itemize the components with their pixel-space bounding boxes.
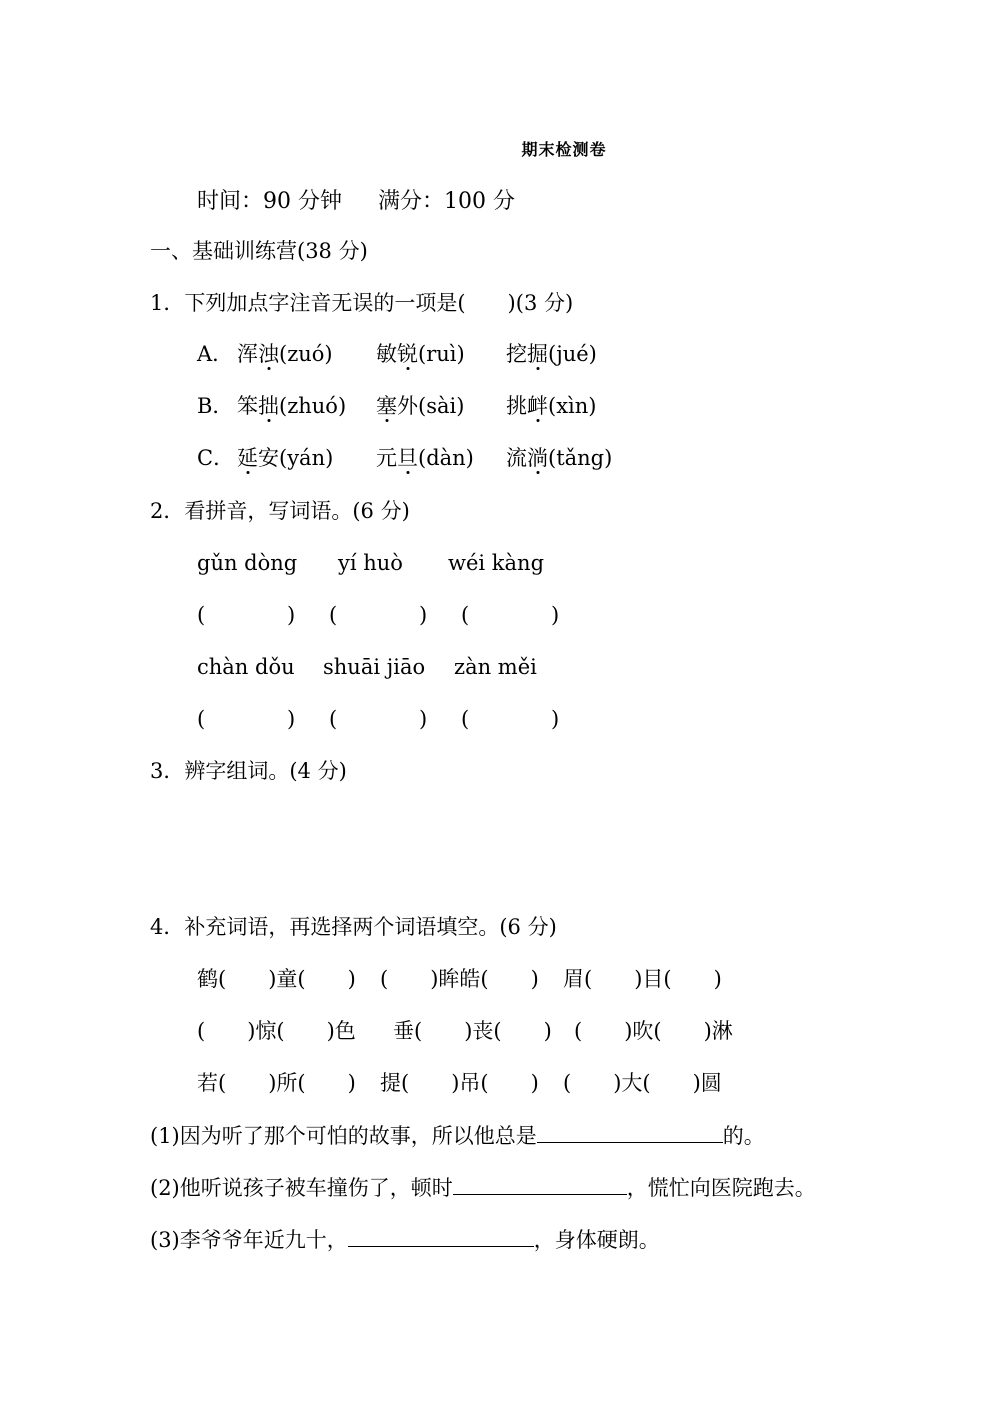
pinyin-item: gǔn dòng xyxy=(197,551,298,575)
answer-paren-close: ) xyxy=(287,603,296,627)
option-a-item-3: 挖掘(jué) xyxy=(506,342,597,366)
idiom-item: 眉( )目( ) xyxy=(563,967,722,991)
answer-paren-open: ( xyxy=(329,603,338,627)
answer-blank[interactable] xyxy=(453,1172,627,1195)
answer-paren-close: ) xyxy=(551,707,560,731)
section-heading: 一、基础训练营(38 分) xyxy=(150,239,368,263)
idiom-item: ( )惊( )色 xyxy=(197,1019,356,1043)
idiom-item: 鹤( )童( ) xyxy=(197,967,356,991)
idiom-item: ( )大( )圆 xyxy=(563,1071,722,1095)
option-b-item-2: 塞外(sài) xyxy=(376,394,465,418)
answer-paren-open: ( xyxy=(197,707,206,731)
option-a-item-1: 浑浊(zuó) xyxy=(237,342,333,366)
option-b-label: B． xyxy=(197,394,234,418)
option-b-item-1: 笨拙(zhuó) xyxy=(237,394,347,418)
exam-full-score: 满分：100 分 xyxy=(378,189,515,214)
answer-paren-close: ) xyxy=(287,707,296,731)
fill-sentence-1: (1)因为听了那个可怕的故事，所以他总是 的。 xyxy=(150,1120,765,1151)
option-a-item-2: 敏锐(ruì) xyxy=(376,342,465,366)
pinyin-item: zàn měi xyxy=(454,655,537,679)
page-title: 期末检测卷 xyxy=(521,140,607,159)
option-c-item-3: 流淌(tǎng) xyxy=(506,446,613,470)
question-3-stem: 3．辨字组词。(4 分) xyxy=(150,759,347,783)
answer-blank[interactable] xyxy=(348,1224,534,1247)
idiom-item: ( )吹( )淋 xyxy=(574,1019,733,1043)
idiom-item: ( )眸皓( ) xyxy=(380,967,539,991)
option-c-item-2: 元旦(dàn) xyxy=(376,446,474,470)
pinyin-item: yí huò xyxy=(338,551,403,575)
answer-paren-close: ) xyxy=(551,603,560,627)
answer-blank[interactable] xyxy=(537,1120,723,1143)
question-4-stem: 4．补充词语，再选择两个词语填空。(6 分) xyxy=(150,915,557,939)
idiom-item: 提( )吊( ) xyxy=(380,1071,539,1095)
exam-meta xyxy=(197,184,515,215)
fill-sentence-2: (2)他听说孩子被车撞伤了，顿时 ，慌忙向医院跑去。 xyxy=(150,1172,816,1203)
answer-paren-close: ) xyxy=(419,603,428,627)
answer-paren-close: ) xyxy=(419,707,428,731)
answer-paren-open: ( xyxy=(461,603,470,627)
idiom-item: 若( )所( ) xyxy=(197,1071,356,1095)
pinyin-item: shuāi jiāo xyxy=(323,655,426,679)
idiom-item: 垂( )丧( ) xyxy=(393,1019,552,1043)
exam-time: 时间：90 分钟 xyxy=(197,189,342,214)
pinyin-item: wéi kàng xyxy=(448,551,545,575)
question-1-stem: 1．下列加点字注音无误的一项是( )(3 分) xyxy=(150,291,574,315)
answer-paren-open: ( xyxy=(461,707,470,731)
answer-paren-open: ( xyxy=(197,603,206,627)
fill-sentence-3: (3)李爷爷年近九十， ，身体硬朗。 xyxy=(150,1224,660,1255)
option-b-item-3: 挑衅(xìn) xyxy=(506,394,597,418)
question-2-stem: 2．看拼音，写词语。(6 分) xyxy=(150,499,410,523)
option-c-item-1: 延安(yán) xyxy=(237,446,334,470)
option-c-label: C． xyxy=(197,446,235,470)
option-a-label: A． xyxy=(197,342,234,366)
pinyin-item: chàn dǒu xyxy=(197,655,295,679)
answer-paren-open: ( xyxy=(329,707,338,731)
